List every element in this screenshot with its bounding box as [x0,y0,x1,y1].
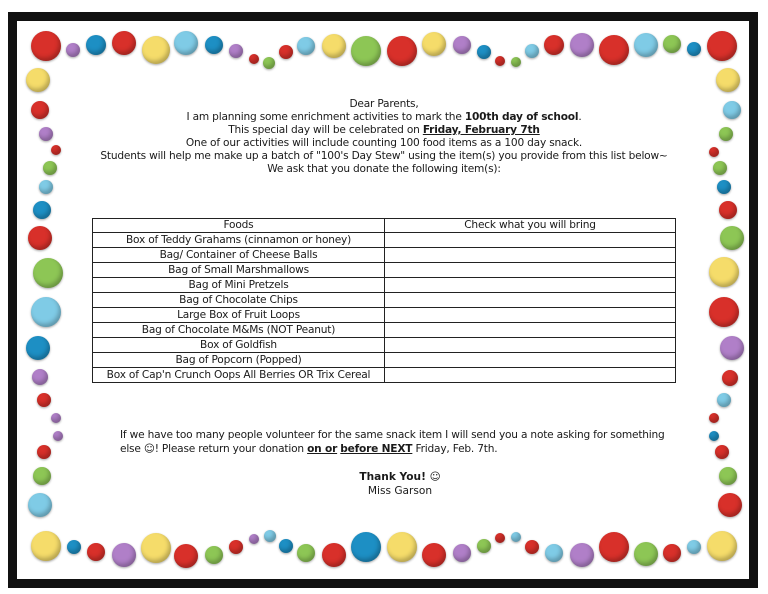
on-or-text: on or [307,443,338,455]
polka-dot [545,544,563,562]
polka-dot [387,36,417,66]
polka-dot [229,44,243,58]
greeting: Dear Parents, [349,98,419,110]
polka-dot [713,161,727,175]
polka-dot [141,533,171,563]
polka-dot [718,493,742,517]
check-cell[interactable] [385,338,676,353]
polka-dot [570,33,594,57]
polka-dot [67,540,81,554]
polka-dot [33,201,51,219]
check-column-header: Check what you will bring [385,219,676,233]
polka-dot [387,532,417,562]
polka-dot [26,68,50,92]
letter-line-2 [80,124,688,137]
closing-text [120,428,680,456]
letter-line-4: Students will help me make up a batch of "100's Day Stew" using the item(s) you provide from this list below~ [100,150,668,162]
polka-dot [249,54,259,64]
polka-dot [707,31,737,61]
polka-dot [263,57,275,69]
letter-line-5: We ask that you donate the following item(s): [267,163,501,175]
polka-dot [599,532,629,562]
food-item: Bag of Popcorn (Popped) [93,353,385,368]
polka-dot [709,413,719,423]
closing-paragraph [120,428,680,456]
polka-dot [719,201,737,219]
polka-dot [229,540,243,554]
signature: Miss Garson [367,485,433,497]
polka-dot [599,35,629,65]
polka-dot [322,543,346,567]
table-row [93,323,676,338]
polka-dot [351,532,381,562]
food-item: Box of Goldfish [93,338,385,353]
check-cell[interactable] [385,353,676,368]
check-cell[interactable] [385,263,676,278]
table-row [93,368,676,383]
polka-dot [716,68,740,92]
polka-dot [422,32,446,56]
letter-body [80,98,688,176]
food-item: Large Box of Fruit Loops [93,308,385,323]
polka-dot [174,31,198,55]
letter-line-3: One of our activities will include counting 100 food items as a 100 day snack. [185,137,583,149]
closing-text-end: Friday, Feb. 7th. [412,443,498,455]
polka-dot [33,467,51,485]
polka-dot [205,546,223,564]
thank-you-text: Thank You! ☺ [359,471,441,483]
table-row [93,278,676,293]
polka-dot [717,393,731,407]
before-next-text: before NEXT [340,443,413,455]
table-row [93,248,676,263]
table-row [93,308,676,323]
polka-dot [297,37,315,55]
polka-dot [112,543,136,567]
polka-dot [249,534,259,544]
letter-line-1 [80,111,688,124]
polka-dot [37,393,51,407]
polka-dot [26,336,50,360]
polka-dot [422,543,446,567]
closing-text-start: If we have too many people volunteer for the same snack item I will send you a note asking for something else ☺! Please return your donation [120,429,665,455]
polka-dot [28,226,52,250]
polka-dot [279,45,293,59]
polka-dot [86,35,106,55]
polka-dot [687,540,701,554]
polka-dot [53,431,63,441]
polka-dot [264,530,276,542]
polka-dot [39,180,53,194]
line1-text: I am planning some enrichment activities to mark the [186,111,465,123]
table-row [93,353,676,368]
polka-dot [51,413,61,423]
check-cell[interactable] [385,368,676,383]
food-item: Bag/ Container of Cheese Balls [93,248,385,263]
table-header-row [93,219,676,233]
polka-dot [525,540,539,554]
table-row [93,263,676,278]
polka-dot [720,226,744,250]
polka-dot [66,43,80,57]
food-item: Box of Cap'n Crunch Oops All Berries OR Trix Cereal [93,368,385,383]
polka-dot [719,127,733,141]
check-cell[interactable] [385,233,676,248]
polka-dot [634,33,658,57]
table-row [93,293,676,308]
table-row [93,338,676,353]
polka-dot [31,101,49,119]
polka-dot [453,36,471,54]
polka-dot [570,543,594,567]
polka-dot [279,539,293,553]
polka-dot [297,544,315,562]
food-item: Bag of Chocolate M&Ms (NOT Peanut) [93,323,385,338]
polka-dot [663,544,681,562]
polka-dot [351,36,381,66]
polka-dot [717,180,731,194]
food-item: Bag of Small Marshmallows [93,263,385,278]
check-cell[interactable] [385,293,676,308]
polka-dot [511,57,521,67]
polka-dot [709,431,719,441]
polka-dot [495,56,505,66]
polka-dot [37,445,51,459]
line1-end: . [578,111,582,123]
check-cell[interactable] [385,308,676,323]
polka-dot [174,544,198,568]
sign-off [260,470,540,498]
polka-dot [33,258,63,288]
polka-dot [722,370,738,386]
polka-dot [720,336,744,360]
polka-dot [28,493,52,517]
polka-dot [511,532,521,542]
polka-dot [477,45,491,59]
polka-dot [525,44,539,58]
food-item: Box of Teddy Grahams (cinnamon or honey) [93,233,385,248]
food-item: Bag of Chocolate Chips [93,293,385,308]
donation-table [92,218,676,383]
table-row [93,233,676,248]
check-cell[interactable] [385,248,676,263]
polka-dot [51,145,61,155]
polka-dot [715,445,729,459]
polka-dot [39,127,53,141]
polka-dot [663,35,681,53]
polka-dot [687,42,701,56]
polka-dot [453,544,471,562]
polka-dot [142,36,170,64]
polka-dot [43,161,57,175]
polka-dot [544,35,564,55]
polka-dot [719,467,737,485]
polka-dot [723,101,741,119]
polka-dot [707,531,737,561]
event-date: Friday, February 7th [422,124,540,136]
polka-dot [322,34,346,58]
polka-dot [495,533,505,543]
food-item: Bag of Mini Pretzels [93,278,385,293]
polka-dot [709,147,719,157]
polka-dot [31,531,61,561]
hundredth-day-text: 100th day of school [464,111,579,123]
polka-dot [709,297,739,327]
polka-dot [31,297,61,327]
check-cell[interactable] [385,278,676,293]
foods-column-header: Foods [93,219,385,233]
polka-dot [87,543,105,561]
check-cell[interactable] [385,323,676,338]
polka-dot [112,31,136,55]
polka-dot [205,36,223,54]
polka-dot [634,542,658,566]
polka-dot [477,539,491,553]
line2-text: This special day will be celebrated on [228,124,423,136]
polka-dot [31,31,61,61]
polka-dot [32,369,48,385]
polka-dot [709,257,739,287]
